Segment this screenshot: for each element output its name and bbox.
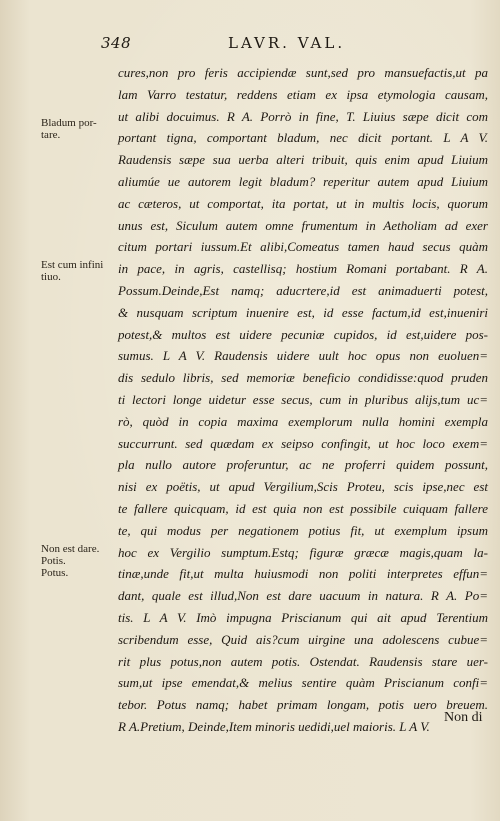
- text-line: ti lectori longe uidetur esse secus, cum in pluribus alijs,tum uc=: [118, 391, 488, 407]
- text-line: pla nullo autore proferuntur, ac ne proferri quidem possunt,: [118, 457, 488, 473]
- text-line: dant, quale est illud,Non est dare uacuum in natura. R A. Po=: [118, 588, 488, 604]
- text-line: tebor. Potus namq; habet primam longam, potis uero breuem.: [118, 697, 488, 713]
- text-line: portant tigna, comportant bladum, nec dicit portant. L A V.: [118, 130, 488, 146]
- text-line: tis. L A V. Imò impugna Priscianum qui ait apud Terentium: [118, 609, 488, 625]
- text-line: te fallere quicquam, id est quia non est possibile cuiquam fallere: [118, 500, 488, 516]
- text-line: sumus. L A V. Raudensis uidere uult hoc opus non euoluen=: [118, 348, 488, 364]
- text-line: potest,& multos est uidere pecuniæ cupidos, id est,uidere pos-: [118, 326, 488, 342]
- text-line: lam Varro testatur, reddens etiam ex ipsa etymologia causam,: [118, 86, 488, 102]
- text-line: Possum.Deinde,Est namq; aducrtere,id est animaduerti potest,: [118, 282, 488, 298]
- running-head: LAVR. VAL.: [228, 34, 346, 52]
- text-line: scribendum esse, Quid ais?cum uirgine una adolescens cubue=: [118, 631, 488, 647]
- catchword: Non di: [444, 710, 483, 725]
- page-header: [0, 34, 500, 56]
- text-line: succurrunt. sed quædam ex seipso confingit, ut hoc loco exem=: [118, 435, 488, 451]
- margin-note-line: Potis.: [41, 555, 66, 567]
- text-line: ac cæteros, ut comportat, ita portat, ut in multis locis, quorum: [118, 195, 488, 211]
- text-line: R A.Pretium, Deinde,Item minoris uedidi,uel maioris. L A V.: [118, 718, 430, 734]
- text-line: aliumúe ue autorem legit bladum? reperitur autem apud Liuium: [118, 173, 488, 189]
- margin-note-line: Potus.: [41, 567, 69, 579]
- text-line: citum portari iussum.Et alibi,Comeatus tamen haud secus quàm: [118, 239, 488, 255]
- page-number: 348: [101, 34, 132, 52]
- text-line: te, qui modus per negationem potius fit, ut exemplum ipsum: [118, 522, 488, 538]
- body-text: [118, 62, 488, 738]
- text-line: rò, quòd in copia maxima exemplorum nulla homini exempla: [118, 413, 488, 429]
- margin-note-line: Est cum infini: [41, 259, 104, 271]
- margin-note-line: Non est dare.: [41, 543, 100, 555]
- text-line: sum,ut ipse emendat,& melius sentire quàm Priscianum confi=: [118, 675, 488, 691]
- text-line: unus est, Siculum autem omne frumentum in Aetholiam ad exer: [118, 217, 488, 233]
- text-line: tinæ,unde fit,ut multa huiusmodi non politi interpretes effun=: [118, 566, 488, 582]
- text-line: in pace, in agris, castellisq; hostium Romani portabant. R A.: [118, 261, 488, 277]
- text-line: Raudensis sæpe sua uerba alteri tribuit, quis enim apud Liuium: [118, 152, 488, 168]
- margin-note-line: tiuo.: [41, 271, 61, 283]
- text-line: cures,non pro feris accipiendæ sunt,sed pro mansuefactis,ut pa: [118, 65, 488, 80]
- margin-note-line: Bladum por-: [41, 117, 97, 129]
- text-line: & nusquam scriptum inuenire est, id esse factum,id est,inueniri: [118, 304, 488, 320]
- text-line: nisi ex poëtis, ut apud Vergilium,Scis Proteu, scis ipse,nec est: [118, 479, 488, 495]
- text-line: hoc ex Vergilio sumptum.Estq; figuræ græcæ magis,quam la-: [118, 544, 488, 560]
- text-line: dis sedulo libris, sed memoriæ beneficio condidisse:quod pruden: [118, 370, 488, 386]
- text-line: ut alibi docuimus. R A. Porrò in fine, T. Liuius sæpe dicit com: [118, 108, 488, 124]
- margin-note-line: tare.: [41, 129, 61, 141]
- text-line: rit plus potus,non autem potis. Ostendat. Raudensis stare uer-: [118, 653, 488, 669]
